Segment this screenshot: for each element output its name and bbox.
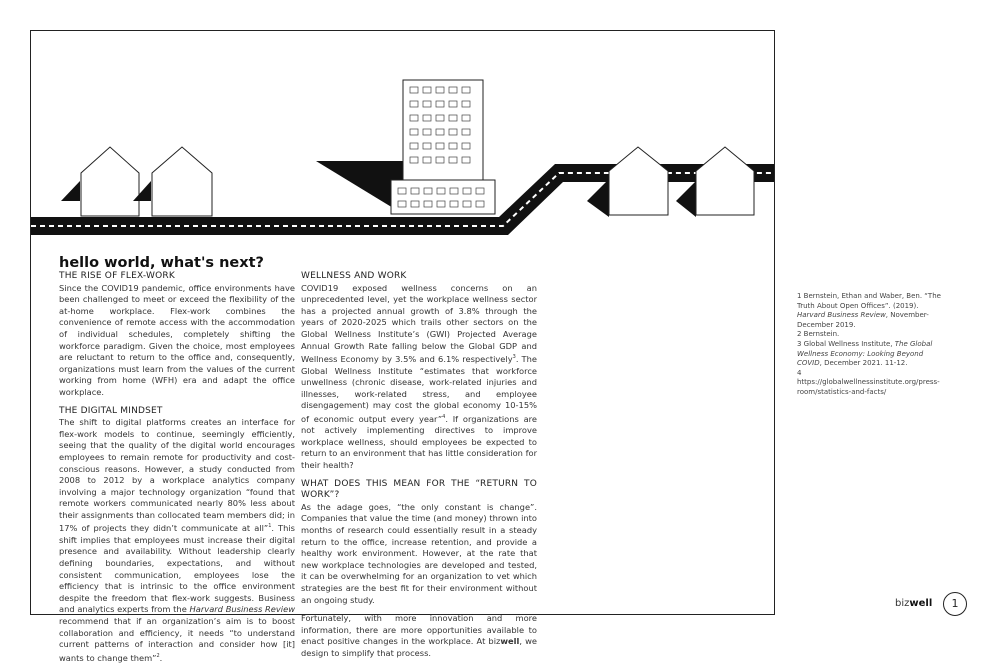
house-left-1 bbox=[61, 147, 139, 216]
section-heading-return-to-work: WHAT DOES THIS MEAN FOR THE “RETURN TO WORK”? bbox=[301, 478, 537, 501]
road-illustration bbox=[31, 31, 774, 261]
page-title: hello world, what's next? bbox=[59, 255, 264, 271]
footnotes bbox=[797, 292, 945, 398]
section-heading-flex-work: THE RISE OF FLEX-WORK bbox=[59, 271, 175, 281]
section-body-return-to-work: As the adage goes, “the only constant is change”. Companies that value the time (and money) thrown into months of research could essentially result in a steady return to the office, increase retention, and provide a healthy work environment. However, at the rate that new workplace technologies are developed and tested, it can be overwhelming for an organization to vet which strategies are the best fit for their environment without an ongoing study. bbox=[301, 501, 537, 605]
left-column bbox=[59, 271, 295, 671]
footnote-4: 4 https://globalwellnessinstitute.org/press-room/statistics-and-facts/ bbox=[797, 368, 940, 396]
building-shadow bbox=[316, 161, 403, 214]
section-body-wellness: COVID19 exposed wellness concerns on an unprecedented level, yet the workplace wellness sector has a projected annual growth of 3.8% through the years of 2020-2025 which trails other sectors on the Global Wellness Institute’s (GWI) Projected Average Annual Growth Rate falling below the Global GDP and Wellness Economy by 3.5% and 6.1% respectively$^3$. The Global Wellness Institute “estimates that workforce unwellness (chronic disease, work-related injuries and illnesses, work-related stress, and employee disengagement) may cost the global economy 10-15% of economic output every year”$^4$. If organizations are not actively implementing directives to improve workplace wellness, should employees be expected to return to an environment that has little consideration for their health? bbox=[301, 282, 537, 471]
right-column bbox=[301, 271, 537, 667]
page-number: 1 bbox=[943, 592, 967, 616]
footnote-1: 1 Bernstein, Ethan and Waber, Ben. “The Truth About Open Offices”. (2019). Harvard Business Review, November-December 2019. bbox=[797, 292, 941, 329]
section-body-flex-work: Since the COVID19 pandemic, office environments have been challenged to meet or exceed the flexibility of the at-home workplace. Flex-work combines the convenience of remote access with the accommodation of individual schedules, completely shifting the workforce paradigm. Given the choice, most employees are reluctant to return to the office and, consequently, organizations must learn from the values of the current working from home (WFH) era and adapt the office workplace. bbox=[59, 282, 295, 397]
brand-logo: bizwell bbox=[895, 598, 933, 609]
section-heading-digital-mindset: THE DIGITAL MINDSET bbox=[59, 405, 163, 416]
section-heading-wellness: WELLNESS AND WORK bbox=[301, 271, 407, 281]
footnote-2: 2 Bernstein. bbox=[797, 330, 840, 339]
footnote-3: 3 Global Wellness Institute, The Global Wellness Economy: Looking Beyond COVID, December 2021. 11-12. bbox=[797, 339, 933, 368]
house-left-2 bbox=[133, 147, 212, 216]
section-body-digital-mindset: The shift to digital platforms creates an interface for flex-work models to continue, seemingly efficiently, seeing that the quality of the digital world encourages employees to remain remote for productivity and cost-conscious reasons. However, a study conducted from 2008 to 2012 by a workplace analytics company involving a major technology organization “found that remote workers communicated nearly 80% less about their assignments than collocated team members did; in 17% of projects they didn’t communicate at all”$^1$. This shift implies that employees must increase their digital presence and availability. Without leadership clearly defining boundaries, expectations, and without consistent communication, employees lose the efficiency that is intrinsic to the office environment despite the freedom that flex-work suggests. Business and analytics experts from the Harvard Business Review recommend that if an organization’s aim is to boost collaboration and efficiency, it needs “to understand current patterns of interaction and consider how [it] wants to change them”$^2$. bbox=[59, 417, 295, 663]
section-closing: Fortunately, with more innovation and more information, there are more opportunities available to enact positive changes in the workplace. At bizwell, we design to simplify that process. bbox=[301, 613, 537, 658]
